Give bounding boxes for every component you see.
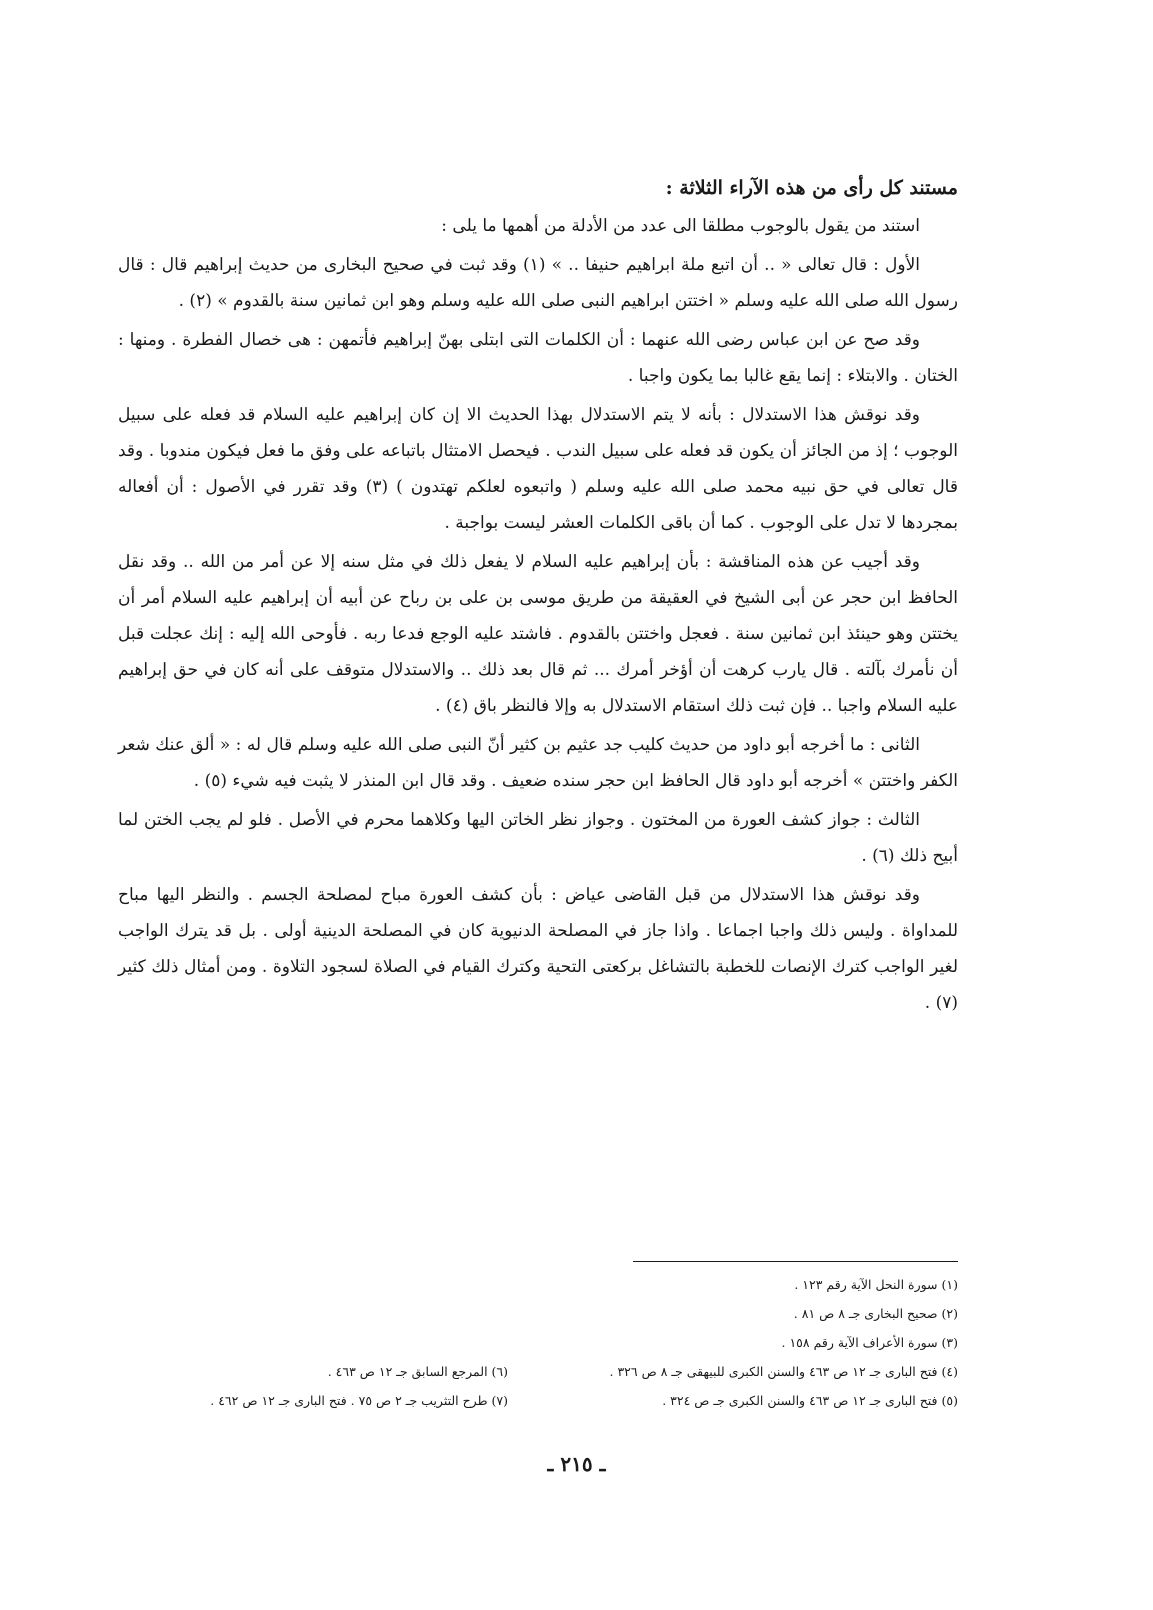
- paragraph: الثانى : ما أخرجه أبو داود من حديث كليب جد عثيم بن كثير أنّ النبى صلى الله عليه وسلم قال له : « ألق عنك شعر الكفر واختتن » أخرجه أبو داود قال الحافظ ابن حجر سنده ضعيف . وقد قال ابن المنذر لا يثبت فيه شيء (٥) .: [118, 735, 958, 791]
- paragraph: وقد أجيب عن هذه المناقشة : بأن إبراهيم عليه السلام لا يفعل ذلك في مثل سنه إلا عن أمر من الله .. وقد نقل الحافظ ابن حجر عن أبى الشيخ في العقيقة من طريق موسى بن على بن رباح عن أبيه أن إبراهيم عليه السلام أمر أن يختتن وهو حينئذ ابن ثمانين سنة . فعجل واختتن بالقدوم . فاشتد عليه الوجع فدعا ربه . فأوحى الله إليه : إنك عجلت قبل أن نأمرك بآلته . قال يارب كرهت أن أؤخر أمرك ... ثم قال بعد ذلك .. والاستدلال متوقف على أنه كان في حق إبراهيم عليه السلام واجبا .. فإن ثبت ذلك استقام الاستدلال به وإلا فالنظر باق (٤) .: [118, 552, 958, 716]
- footnote-5: (٥) فتح البارى جـ ١٢ ص ٤٦٣ والسنن الكبرى جـ ص ٣٢٤ .: [662, 1393, 958, 1408]
- paragraph: وقد صح عن ابن عباس رضى الله عنهما : أن الكلمات التى ابتلى بهنّ إبراهيم فأتمهن : هى خصال الفطرة . ومنها : الختان . والابتلاء : إنما يقع غالبا بما يكون واجبا .: [118, 330, 958, 386]
- footnote-2: (٢) صحيح البخارى جـ ٨ ص ٨١ .: [793, 1306, 958, 1321]
- footnote-row: [118, 1328, 958, 1357]
- footnotes: [118, 1270, 958, 1415]
- footnote-1: (١) سورة النحل الآية رقم ١٢٣ .: [794, 1277, 958, 1292]
- paragraph: وقد نوقش هذا الاستدلال : بأنه لا يتم الاستدلال بهذا الحديث الا إن كان إبراهيم عليه السلام قد فعله على سبيل الوجوب ؛ إذ من الجائز أن يكون قد فعله على سبيل الندب . فيحصل الامتثال باتباعه على وفق ما فعل فيكون مندوبا . وقد قال تعالى في حق نبيه محمد صلى الله عليه وسلم ( واتبعوه لعلكم تهتدون ) (٣) وقد تقرر في الأصول : أن أفعاله بمجردها لا تدل على الوجوب . كما أن باقى الكلمات العشر ليست بواجبة .: [118, 405, 958, 533]
- paragraph: وقد نوقش هذا الاستدلال من قبل القاضى عياض : بأن كشف العورة مباح لمصلحة الجسم . والنظر اليها مباح للمداواة . وليس ذلك واجبا اجماعا . واذا جاز في المصلحة الدنيوية كان في المصلحة الدينية أولى . بل قد يترك الواجب لغير الواجب كترك الإنصات للخطبة بالتشاغل بركعتى التحية وكترك القيام في الصلاة لسجود التلاوة . ومن أمثال ذلك كثير (٧) .: [118, 885, 958, 1013]
- paragraph: الثالث : جواز كشف العورة من المختون . وجواز نظر الخاتن اليها وكلاهما محرم في الأصل . فلو لم يجب الختن لما أبيح ذلك (٦) .: [118, 810, 958, 866]
- section-heading: مستند كل رأى من هذه الآراء الثلاثة :: [665, 177, 958, 199]
- footnote-row: [118, 1270, 958, 1299]
- footnote-3: (٣) سورة الأعراف الآية رقم ١٥٨ .: [781, 1335, 958, 1350]
- footnote-row: [118, 1386, 958, 1415]
- paragraph: الأول : قال تعالى « .. أن اتبع ملة ابراهيم حنيفا .. » (١) وقد ثبت في صحيح البخارى من حديث إبراهيم قال : قال رسول الله صلى الله عليه وسلم « اختتن ابراهيم النبى صلى الله عليه وسلم وهو ابن ثمانين سنة بالقدوم » (٢) .: [118, 255, 958, 311]
- page-number: ـ ٢١٥ ـ: [547, 1452, 606, 1476]
- footnote-row: [118, 1299, 958, 1328]
- paragraph: استند من يقول بالوجوب مطلقا الى عدد من الأدلة من أهمها ما يلى :: [441, 216, 920, 236]
- footnote-divider: [633, 1261, 958, 1262]
- footnote-6: (٦) المرجع السابق جـ ١٢ ص ٤٦٣ .: [327, 1364, 508, 1379]
- main-text: [118, 170, 958, 1024]
- footnote-7: (٧) طرح التثريب جـ ٢ ص ٧٥ . فتح البارى جـ ١٢ ص ٤٦٢ .: [210, 1393, 508, 1408]
- footnote-row: [118, 1357, 958, 1386]
- footnote-4: (٤) فتح البارى جـ ١٢ ص ٤٦٣ والسنن الكبرى للبيهقى جـ ٨ ص ٣٢٦ .: [609, 1364, 958, 1379]
